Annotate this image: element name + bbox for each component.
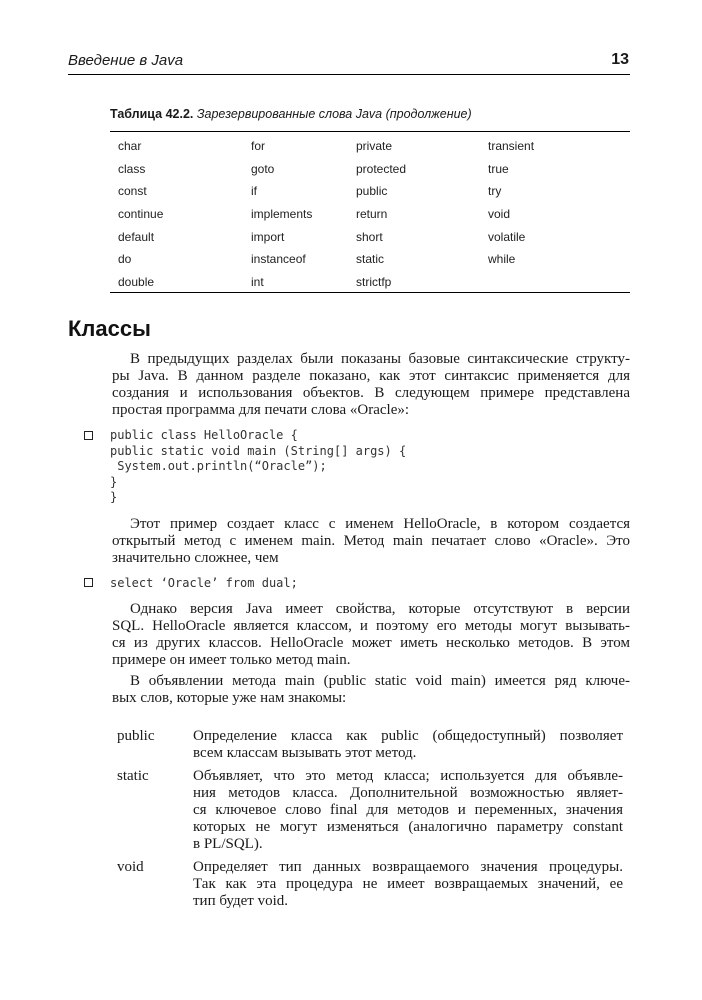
table-cell: true — [488, 162, 509, 176]
text-line: примере он имеет только метод main. — [112, 652, 351, 668]
table-cell: continue — [118, 207, 164, 221]
text-line: тип будет void. — [193, 893, 288, 909]
page-number: 13 — [611, 51, 629, 68]
page-header — [68, 50, 630, 75]
text-line: в PL/SQL). — [193, 836, 263, 852]
text-line: SQL. HelloOracle является классом, и поэтому его методы могут вызывать- — [112, 618, 630, 634]
table-cell: if — [251, 184, 257, 198]
table-cell: transient — [488, 139, 535, 153]
table-cell: short — [356, 230, 383, 244]
running-title: Введение в Java — [68, 52, 184, 69]
definition-description — [193, 859, 623, 913]
definition-term: static — [117, 768, 149, 784]
table-cell: instanceof — [251, 252, 306, 266]
code-line: } — [110, 474, 118, 489]
table-cell: while — [488, 252, 516, 266]
table-cell: char — [118, 139, 142, 153]
text-line: всем классам вызывать этот метод. — [193, 745, 417, 761]
code-line: System.out.println(“Oracle”); — [110, 459, 327, 473]
text-line: В предыдущих разделах были показаны базовые синтаксические структу- — [130, 351, 630, 367]
text-line: ния методов класса. Дополнительной возможностью являет- — [193, 785, 623, 801]
definition-term: void — [117, 859, 144, 875]
table-cell: void — [488, 207, 511, 221]
table-caption-text: Зарезервированные слова Java (продолжение) — [196, 107, 472, 121]
table-cell: class — [118, 162, 146, 176]
paragraph — [112, 601, 630, 671]
code-line: public static void main (String[] args) { — [110, 443, 407, 458]
text-line: Однако версия Java имеет свойства, которые отсутствуют в версии — [130, 601, 630, 617]
table-cell: goto — [251, 162, 275, 176]
intro-paragraph — [112, 351, 630, 421]
table-cell: return — [356, 207, 388, 221]
code-block — [110, 576, 630, 594]
table-cell: protected — [356, 162, 407, 176]
table-cell: volatile — [488, 230, 526, 244]
table-cell: const — [118, 184, 147, 198]
table-cell: private — [356, 139, 393, 153]
text-line: Определение класса как public (общедоступный) позволяет — [193, 728, 623, 744]
reserved-words-table — [110, 131, 630, 293]
text-line: ся из других классов. HelloOracle может иметь несколько методов. В этом — [112, 635, 630, 651]
code-line: } — [110, 490, 118, 504]
table-caption — [110, 107, 630, 121]
text-line: ры Java. В данном разделе показано, как этот синтаксис применяется для — [112, 368, 630, 384]
table-caption-label: Таблица 42.2. — [110, 107, 194, 121]
paragraph — [112, 516, 630, 568]
table-cell: try — [488, 184, 502, 198]
text-line: Так как эта процедура не имеет возвращаемых значений, ее — [193, 876, 623, 892]
text-line: создания и использования объектов. В следующем примере представлена — [112, 385, 630, 401]
table-cell: for — [251, 139, 266, 153]
text-line: ся ключевое слово final для методов и переменных, значения — [193, 802, 623, 818]
table-cell: import — [251, 230, 285, 244]
table-cell: do — [118, 252, 132, 266]
definition-term: public — [117, 728, 155, 744]
text-line: открытый метод с именем main. Метод main печатает слово «Oracle». Это — [112, 533, 630, 549]
text-line: значительно сложнее, чем — [112, 550, 279, 566]
table-cell: static — [356, 252, 385, 266]
text-line: В объявлении метода main (public static void main) имеется ряд ключе- — [130, 673, 630, 689]
table-cell: strictfp — [356, 275, 392, 289]
table-cell: int — [251, 275, 264, 289]
section-heading: Классы — [68, 316, 151, 341]
table-cell: implements — [251, 207, 313, 221]
code-block — [110, 428, 630, 508]
text-line: которых не могут изменяться (аналогично параметру constant — [193, 819, 623, 835]
checkbox-bullet-icon — [84, 431, 93, 440]
table-cell: public — [356, 184, 388, 198]
text-line: Этот пример создает класс с именем HelloOracle, в котором создается — [130, 516, 630, 532]
text-line: простая программа для печати слова «Oracle»: — [112, 402, 410, 418]
definition-description — [193, 768, 623, 854]
text-line: вых слов, которые уже нам знакомы: — [112, 690, 347, 706]
code-line: public class HelloOracle { — [110, 428, 298, 442]
code-line: select ‘Oracle’ from dual; — [110, 576, 298, 590]
table-cell: double — [118, 275, 155, 289]
checkbox-bullet-icon — [84, 578, 93, 587]
paragraph — [112, 673, 630, 709]
text-line: Объявляет, что это метод класса; используется для объявле- — [193, 768, 623, 784]
definition-description — [193, 728, 623, 764]
text-line: Определяет тип данных возвращаемого значения процедуры. — [193, 859, 623, 875]
table-cell: default — [118, 230, 155, 244]
